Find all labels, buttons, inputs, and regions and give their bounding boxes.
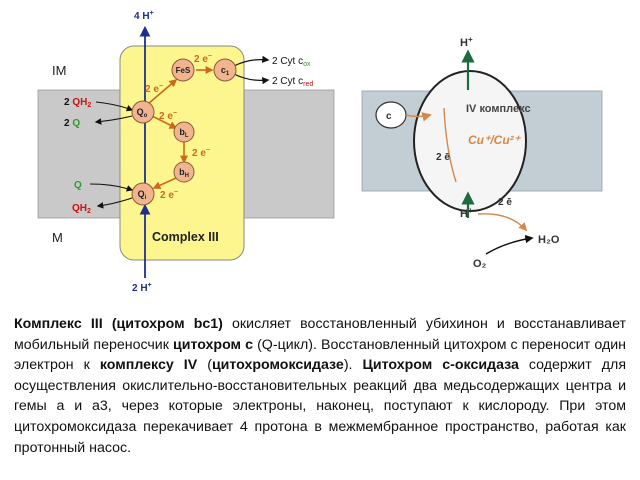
- cytochrome-c-label: c: [386, 111, 392, 122]
- complex-iv-diagram: [362, 35, 602, 270]
- complex-iv-term: комплексу IV: [99, 357, 198, 374]
- text-segment: (: [197, 357, 212, 374]
- oxygen-label: O₂: [473, 258, 487, 270]
- cyt-c-red-label: 2 Cyt $c_{red}$: [272, 76, 314, 88]
- qo-site: [132, 101, 154, 123]
- q-m-label: Q: [74, 180, 82, 191]
- text-segment: окисляет восстановленный убихинон и восстанавливает мобильный переносчик: [14, 316, 626, 353]
- bottom-proton-label: 2 H+: [132, 282, 152, 294]
- complex-iii-diagram: [38, 10, 334, 294]
- electron-label-right: 2 ē: [498, 197, 512, 208]
- svg-text:Qi: $Q_i$: [137, 189, 147, 201]
- top-proton-label: 4 H+: [134, 10, 154, 22]
- complex-iii-term: Комплекс III (цитохром bc1): [14, 316, 223, 332]
- m-label: M: [52, 230, 63, 245]
- electron-label-left: 2 ē: [436, 152, 450, 163]
- svg-text:bL: $b_L$: [179, 127, 189, 139]
- text-segment: ).: [343, 357, 363, 374]
- electron-label-bh-qi: 2 e−: [160, 189, 178, 201]
- svg-text:Qo: $Q_o$: [136, 107, 148, 119]
- bl-center: [174, 122, 194, 142]
- text-segment: (Q-цикл). Восстановленный цитохром c переносит один электрон к: [14, 336, 626, 374]
- right-top-proton: H+: [460, 35, 473, 49]
- right-bottom-proton: H+: [460, 206, 473, 220]
- copper-ions-label: Cu⁺/Cu²⁺: [468, 133, 520, 147]
- description-paragraph: [14, 314, 626, 458]
- cytochrome-c-oxidase-term: Цитохром c-оксидаза: [362, 357, 519, 374]
- svg-text:bH: $b_H$: [179, 167, 189, 179]
- electron-label-bl-bh: 2 e−: [192, 147, 210, 159]
- fes-center: [172, 59, 194, 81]
- q-out-label: 2 Q: [64, 118, 81, 129]
- electron-arrow-to-oxygen: [478, 214, 526, 230]
- bh-center: [174, 162, 194, 182]
- qi-site: [132, 183, 154, 205]
- oxygen-to-water-arrow: [486, 238, 532, 254]
- svg-text:c1: $c_1$: [220, 65, 230, 77]
- cyt-c-ox-label: 2 Cyt $c_{ox}$: [272, 56, 311, 68]
- im-label: IM: [52, 63, 67, 78]
- qh2-m-label: $QH_2$: [72, 203, 91, 215]
- c1-center: [214, 59, 236, 81]
- text-segment: содержит для осуществления окислительно-восстановительных реакций два медьсодержащих центра и гемы a и a3, через которые электроны, наконец, поступают к кислороду. При этом цитохромоксидаза перекачивает 4 протона в межмембранное пространство, работая как протонный насос.: [14, 357, 627, 456]
- electron-label-qo-bl: 2 e−: [159, 110, 177, 122]
- svg-text:FeS: FeS: [175, 66, 191, 75]
- cytochrome-c-term: цитохром c: [173, 336, 254, 353]
- complex-iii-label: Complex III: [152, 230, 219, 244]
- qh2-in-label: 2 $QH_2$: [64, 97, 92, 109]
- complex-iv-label: IV комплекс: [466, 103, 531, 115]
- electron-label-qo-fes: 2 e−: [145, 83, 163, 95]
- cytochrome-oxidase-term: цитохромоксидазе: [211, 357, 344, 374]
- electron-label-fes-c1: 2 e−: [194, 53, 212, 65]
- water-label: H₂O: [538, 234, 560, 246]
